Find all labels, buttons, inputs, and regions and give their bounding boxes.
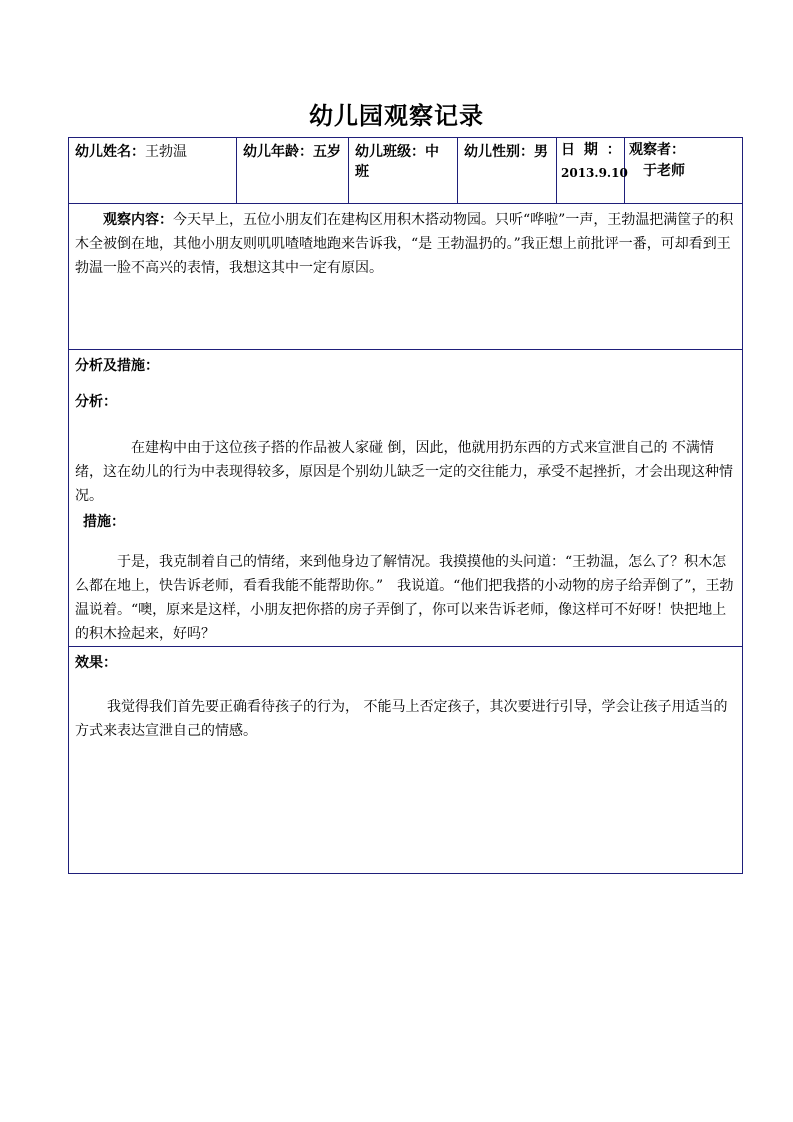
measures-text: 于是，我克制着自己的情绪，来到他身边了解情况。我摸摸他的头问道：“王勃温，怎么了？积木怎么都在地上，快告诉老师，看看我能不能帮助你。” 我说道。“他们把我搭的小动物的房子给弄倒了”，王勃温说着。“噢，原来是这样，小朋友把你搭的房子弄倒了，你可以来告诉老师，像这样可不好呀！快把地上的积木捡起来，好吗？ — [75, 554, 734, 642]
child-age-cell — [237, 138, 349, 204]
child-name-value: 王勃温 — [145, 144, 187, 160]
date-label: 日 期 ： — [561, 142, 623, 158]
child-gender-value: 男 — [534, 144, 548, 160]
header-row — [69, 138, 743, 204]
child-class-cell — [349, 138, 458, 204]
page-title: 幼儿园观察记录 — [309, 101, 484, 130]
child-gender-label: 幼儿性别： — [464, 144, 534, 160]
analysis-heading: 分析： — [75, 394, 117, 410]
child-class-label: 幼儿班级： — [355, 144, 425, 160]
child-name-label: 幼儿姓名： — [75, 144, 145, 160]
observation-label: 观察内容： — [103, 212, 173, 228]
effect-heading: 效果： — [75, 655, 117, 671]
date-cell — [557, 138, 628, 204]
child-age-value: 五岁 — [313, 144, 341, 160]
observation-text: 今天早上，五位小朋友们在建构区用积木搭动物园。只听“哗啦”一声，王勃温把满筐子的积木全被倒在地，其他小朋友则叽叽喳喳地跑来告诉我，“是 王勃温扔的。”我正想上前批评一番，可却看到王勃温一脸不高兴的表情，我想这其中一定有原因。 — [75, 212, 734, 276]
observer-label: 观察者： — [629, 142, 685, 158]
effect-cell — [69, 647, 743, 874]
observer-value: 于老师 — [643, 163, 685, 179]
observation-row — [69, 204, 743, 350]
analysis-measures-cell — [69, 350, 743, 647]
child-gender-cell — [458, 138, 557, 204]
analysis-row — [69, 350, 743, 647]
measures-heading: 措施： — [83, 514, 125, 530]
observation-content-cell — [69, 204, 743, 350]
date-value: 2013.9.10 — [561, 166, 628, 180]
child-age-label: 幼儿年龄： — [243, 144, 313, 160]
analysis-measures-heading: 分析及措施： — [75, 358, 159, 374]
child-name-cell — [69, 138, 237, 204]
observer-cell — [625, 138, 743, 204]
effect-row — [69, 647, 743, 874]
analysis-text: 在建构中由于这位孩子搭的作品被人家碰 倒，因此，他就用扔东西的方式来宣泄自己的 不满情绪，这在幼儿的行为中表现得较多，原因是个别幼儿缺乏一定的交往能力，承受不起挫折，才会出现这种情况。 — [75, 440, 733, 504]
observation-record-table — [68, 137, 743, 874]
effect-text: 我觉得我们首先要正确看待孩子的行为， 不能马上否定孩子，其次要进行引导，学会让孩子用适当的方式来表达宣泄自己的情感。 — [75, 699, 728, 739]
child-class-value: 中班 — [355, 144, 439, 180]
